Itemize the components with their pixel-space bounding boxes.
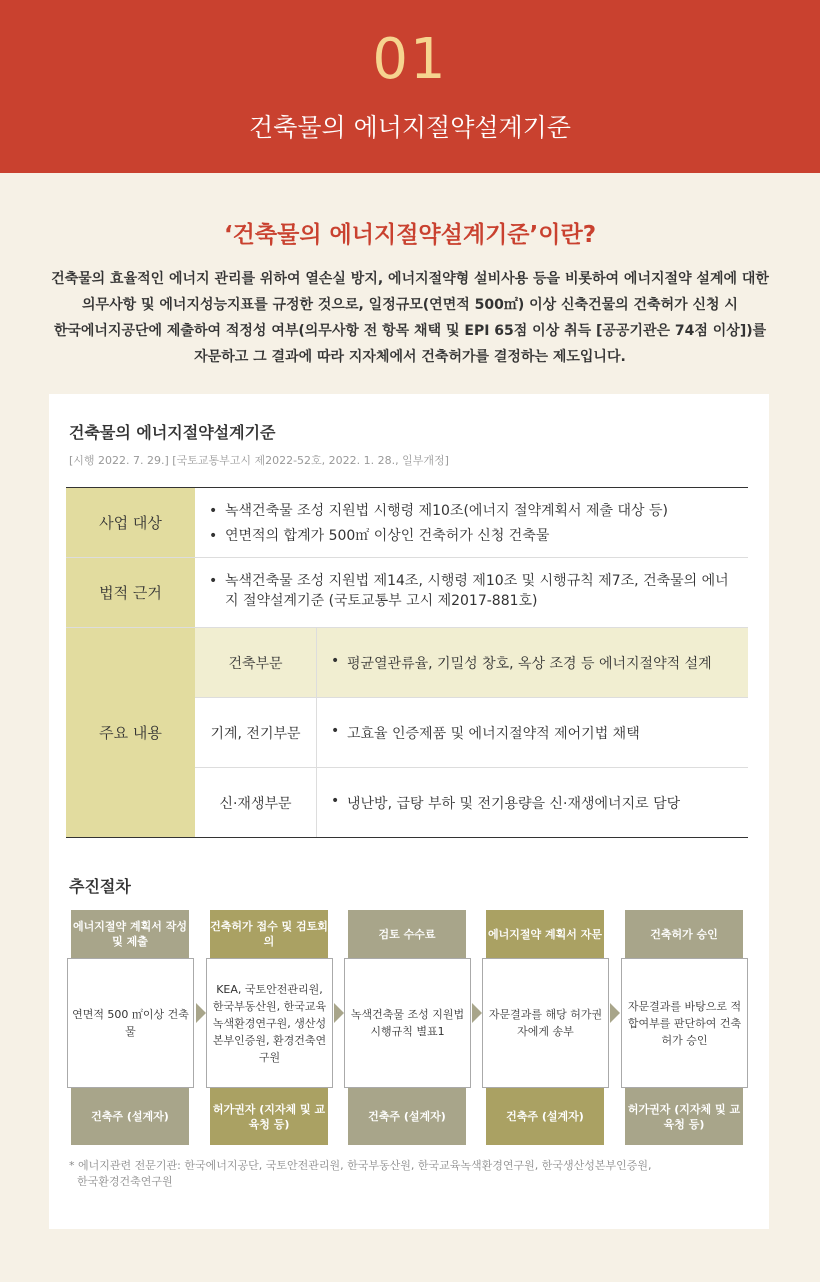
- row-content: [195, 488, 748, 557]
- step-label: 검토 수수료: [348, 910, 466, 958]
- arrow-right-icon: [472, 1003, 482, 1023]
- sub-content: [317, 768, 748, 837]
- section-number: 01: [372, 27, 448, 92]
- standard-card: [49, 394, 769, 1229]
- step-detail: 자문결과를 바탕으로 적합여부를 판단하여 건축허가 승인: [621, 958, 748, 1088]
- row-header: 법적 근거: [66, 558, 195, 627]
- intro-line: 자문하고 그 결과에 따라 지자체에서 건축허가를 결정하는 제도입니다.: [194, 349, 626, 365]
- step-label: 건축허가 접수 및 검토회의: [210, 910, 328, 958]
- sub-content: [317, 698, 748, 767]
- sub-header: 신·재생부문: [195, 768, 317, 837]
- hero-banner: [0, 0, 820, 173]
- intro-line: 건축물의 효율적인 에너지 관리를 위하여 열손실 방지, 에너지절약형 설비사용 등을 비롯하여 에너지절약 설계에 대한: [51, 271, 769, 287]
- step-detail: 연면적 500 ㎡이상 건축물: [67, 958, 194, 1088]
- list-item: • 녹색건축물 조성 지원법 제14조, 시행령 제10조 및 시행규칙 제7조, 건축물의 에너지 절약설계기준 (국토교통부 고시 제2017-881호): [209, 571, 734, 611]
- step-label: 에너지절약 계획서 자문: [486, 910, 604, 958]
- card-title: 건축물의 에너지절약설계기준: [69, 423, 276, 442]
- list-item: • 연면적의 합계가 500㎡ 이상인 건축허가 신청 건축물: [209, 526, 734, 546]
- table-row-legal: [66, 558, 748, 628]
- step-actor: 허가권자 (지자체 및 교육청 등): [625, 1088, 743, 1145]
- arrow-right-icon: [610, 1003, 620, 1023]
- step-actor: 건축주 (설계자): [486, 1088, 604, 1145]
- process-step: [482, 910, 609, 1145]
- sub-row-mechanical: [195, 698, 748, 768]
- process-step: [67, 910, 194, 1145]
- step-detail: 녹색건축물 조성 지원법 시행규칙 별표1: [344, 958, 471, 1088]
- sub-table: [195, 628, 748, 837]
- footnote: [69, 1158, 749, 1190]
- intro-line: 한국에너지공단에 제출하여 적정성 여부(의무사항 전 항목 채택 및 EPI 65점 이상 취득 [공공기관은 74점 이상])를: [53, 323, 767, 339]
- step-label: 에너지절약 계획서 작성 및 제출: [71, 910, 189, 958]
- process-step: [621, 910, 748, 1145]
- table-row-scope: [66, 488, 748, 558]
- page-title: 건축물의 에너지절약설계기준: [249, 113, 571, 142]
- arrow-right-icon: [196, 1003, 206, 1023]
- process-step: [206, 910, 333, 1145]
- step-actor: 건축주 (설계자): [348, 1088, 466, 1145]
- step-label: 건축허가 승인: [625, 910, 743, 958]
- intro-line: 의무사항 및 에너지성능지표를 규정한 것으로, 일정규모(연면적 500㎡) 이상 신축건물의 건축허가 신청 시: [82, 297, 738, 313]
- standard-table: [66, 487, 748, 838]
- footnote-line: * 에너지관련 전문기관: 한국에너지공단, 국토안전관리원, 한국부동산원, 한국교육녹색환경연구원, 한국생산성본부인증원,: [69, 1159, 652, 1172]
- row-header: 사업 대상: [66, 488, 195, 557]
- step-detail: KEA, 국토안전관리원, 한국부동산원, 한국교육녹색환경연구원, 생산성본부인증원, 환경건축연구원: [206, 958, 333, 1088]
- row-content: [195, 558, 748, 627]
- sub-header: 건축부문: [195, 628, 317, 697]
- step-actor: 건축주 (설계자): [71, 1088, 189, 1145]
- list-item: • 냉난방, 급탕 부하 및 전기용량을 신·재생에너지로 담당: [331, 793, 680, 813]
- step-detail: 자문결과를 해당 허가권자에게 송부: [482, 958, 609, 1088]
- footnote-line: 한국환경건축연구원: [77, 1175, 173, 1188]
- intro-heading: ‘건축물의 에너지절약설계기준’이란?: [223, 222, 597, 248]
- sub-row-renewable: [195, 768, 748, 837]
- process-title: 추진절차: [69, 877, 131, 896]
- process-step: [344, 910, 471, 1145]
- sub-content: [317, 628, 748, 697]
- card-subtitle: [시행 2022. 7. 29.] [국토교통부고시 제2022-52호, 2022. 1. 28., 일부개정]: [69, 454, 449, 467]
- arrow-right-icon: [334, 1003, 344, 1023]
- list-item: • 평균열관류율, 기밀성 창호, 옥상 조경 등 에너지절약적 설계: [331, 653, 712, 673]
- row-header: 주요 내용: [66, 628, 195, 837]
- intro-paragraph: [40, 266, 780, 370]
- table-row-content: [66, 628, 748, 837]
- step-actor: 허가권자 (지자체 및 교육청 등): [210, 1088, 328, 1145]
- sub-header: 기계, 전기부문: [195, 698, 317, 767]
- sub-row-architecture: [195, 628, 748, 698]
- list-item: • 고효율 인증제품 및 에너지절약적 제어기법 채택: [331, 723, 640, 743]
- list-item: • 녹색건축물 조성 지원법 시행령 제10조(에너지 절약계획서 제출 대상 등): [209, 501, 734, 521]
